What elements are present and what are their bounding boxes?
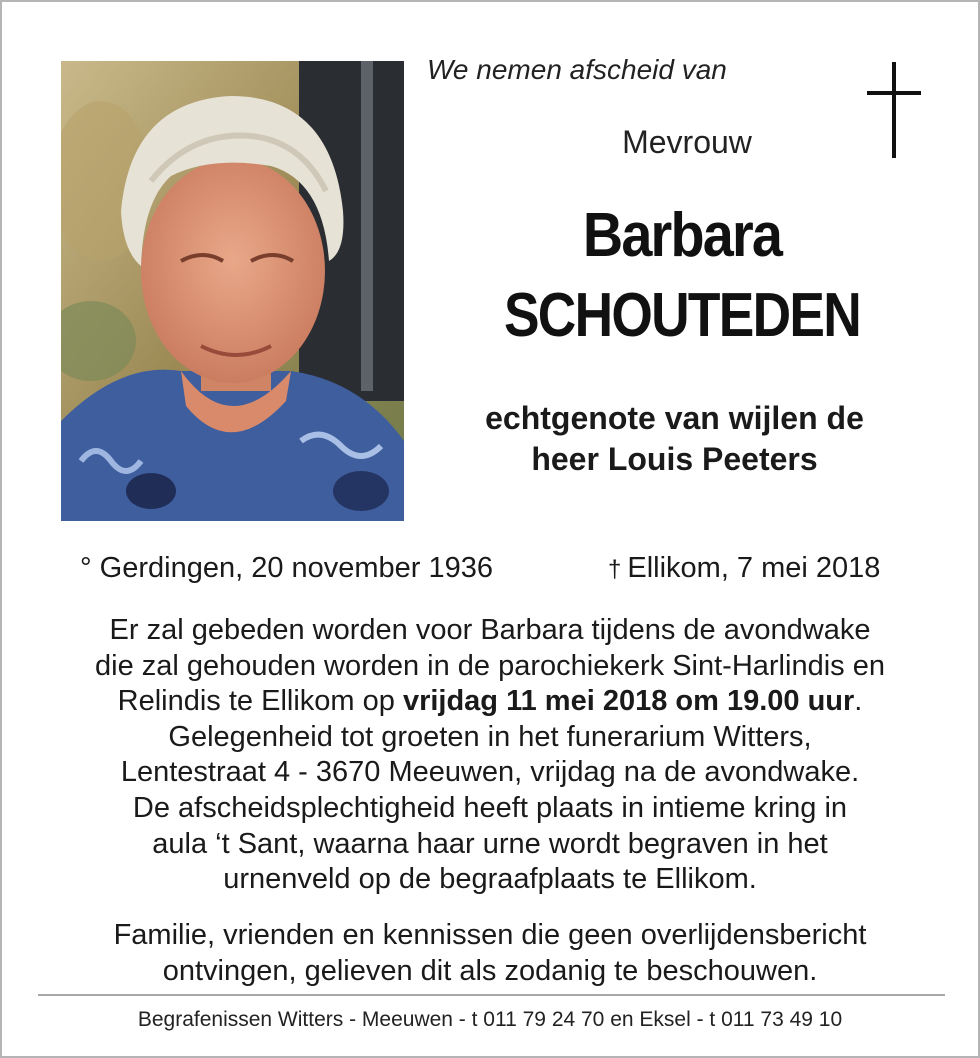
- text-line: Lentestraat 4 - 3670 Meeuwen, vrijdag na de avondwake.: [120, 756, 860, 789]
- dagger-icon: †: [608, 556, 622, 583]
- portrait-photo: [61, 61, 404, 521]
- text-line: die zal gehouden worden in de parochiekerk Sint-Harlindis en: [95, 649, 885, 682]
- text-segment: .: [854, 685, 863, 718]
- text-line: aula ‘t Sant, waarna haar urne wordt begraven in het: [152, 827, 828, 860]
- spouse-text: [432, 398, 917, 480]
- text-line: urnenveld op de begraafplaats te Ellikom.: [223, 863, 757, 896]
- first-name: Barbara: [582, 201, 782, 270]
- text-line: Er zal gebeden worden voor Barbara tijdens de avondwake: [109, 614, 871, 646]
- text-line: Gelegenheid tot groeten in het funerarium Witters,: [168, 720, 812, 753]
- intro-text: We nemen afscheid van: [427, 54, 727, 85]
- text-line: [32, 684, 948, 720]
- last-name: SCHOUTEDEN: [503, 281, 861, 350]
- text-segment: Relindis te Ellikom op: [117, 685, 403, 718]
- death-info: [608, 552, 880, 585]
- divider: [38, 994, 945, 996]
- text-line: Familie, vrienden en kennissen die geen overlijdensbericht: [113, 919, 867, 951]
- death-place-date: Ellikom, 7 mei 2018: [627, 552, 881, 584]
- text-line: ontvingen, gelieven dit als zodanig te beschouwen.: [162, 955, 818, 987]
- cross-icon: [864, 62, 924, 167]
- spouse-line: echtgenote van wijlen de: [485, 400, 864, 436]
- birth-info: ° Gerdingen, 20 november 1936: [80, 552, 494, 584]
- wake-datetime: vrijdag 11 mei 2018 om 19.00 uur: [402, 685, 855, 718]
- spouse-line: heer Louis Peeters: [531, 441, 818, 477]
- closing-text: [32, 917, 948, 989]
- text-line: De afscheidsplechtigheid heeft plaats in intieme kring in: [132, 791, 848, 824]
- honorific: Mevrouw: [622, 124, 752, 160]
- funeral-home-footer: Begrafenissen Witters - Meeuwen - t 011 79 24 70 en Eksel - t 011 73 49 10: [137, 1008, 843, 1031]
- ceremony-text: [32, 613, 948, 898]
